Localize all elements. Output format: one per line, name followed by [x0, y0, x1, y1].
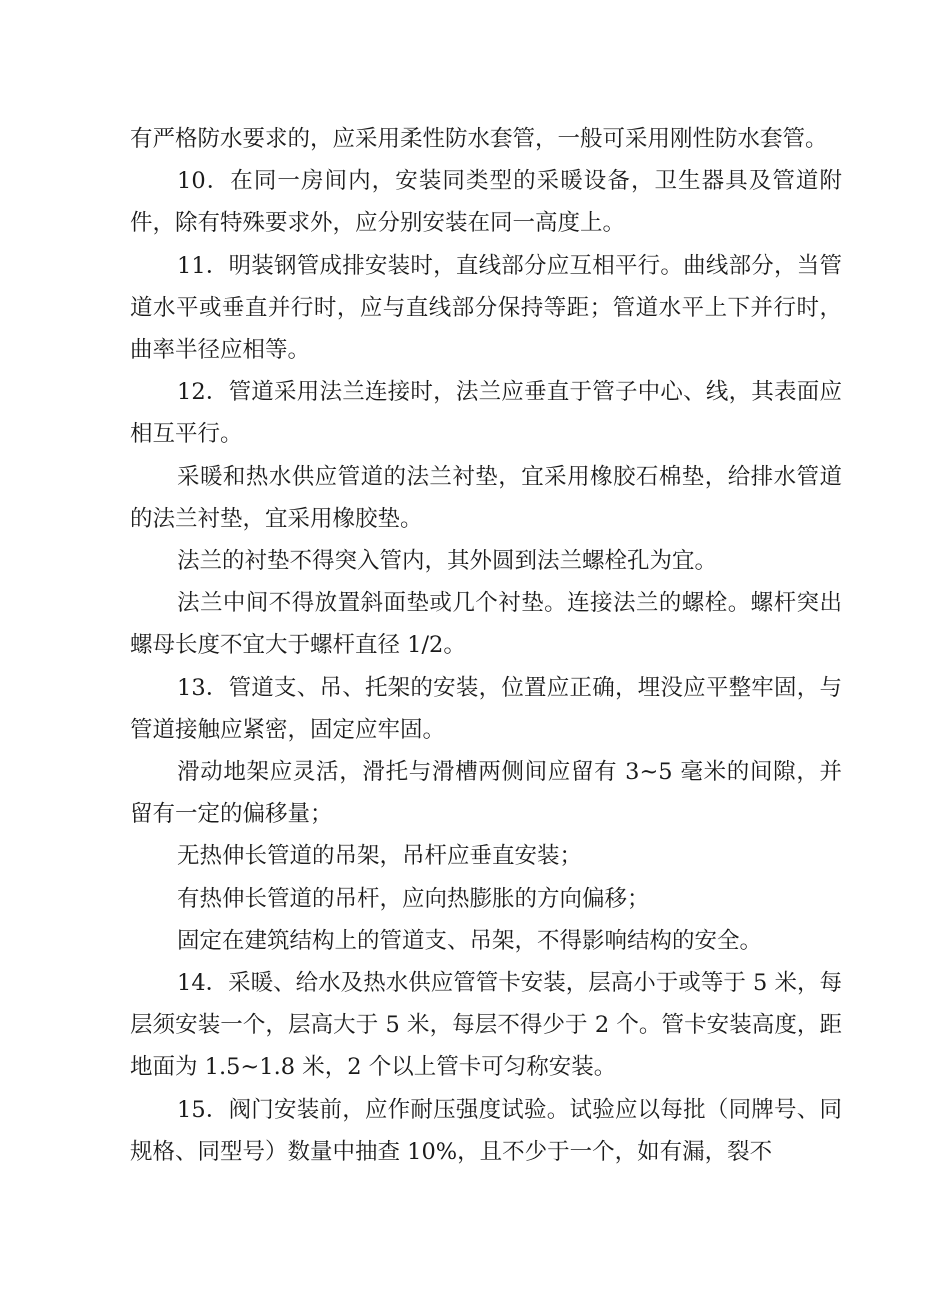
paragraph-hanger-offset: 有热伸长管道的吊杆，应向热膨胀的方向偏移；	[177, 885, 650, 912]
paragraph-structure-safety: 固定在建筑结构上的管道支、吊架，不得影响结构的安全。	[177, 927, 763, 954]
paragraph-flange-bolts: 法兰中间不得放置斜面垫或几个衬垫。连接法兰的螺栓。螺杆突出螺母长度不宜大于螺杆直径 1/2。	[130, 590, 842, 659]
paragraph-item-11: 11．明装钢管成排安装时，直线部分应互相平行。曲线部分，当管道水平或垂直并行时，应与直线部分保持等距；管道水平上下并行时，曲率半径应相等。	[130, 252, 842, 364]
paragraph-item-10: 10．在同一房间内，安装同类型的采暖设备，卫生器具及管道附件，除有特殊要求外，应分别安装在同一高度上。	[130, 168, 842, 237]
paragraph-item-14: 14．采暖、给水及热水供应管管卡安装，层高小于或等于 5 米，每层须安装一个，层高大于 5 米，每层不得少于 2 个。管卡安装高度，距地面为 1.5~1.8 米，2 个以上管卡可匀称安装。	[130, 970, 842, 1081]
paragraph-item-15: 15．阀门安装前，应作耐压强度试验。试验应以每批（同牌号、同规格、同型号）数量中抽查 10%，且不少于一个，如有漏，裂不	[130, 1096, 842, 1165]
paragraph-item-13: 13．管道支、吊、托架的安装，位置应正确，埋没应平整牢固，与管道接触应紧密，固定应牢固。	[130, 674, 842, 743]
paragraph-gasket-placement: 法兰的衬垫不得突入管内，其外圆到法兰螺栓孔为宜。	[177, 548, 718, 575]
paragraph-continuation: 有严格防水要求的，应采用柔性防水套管，一般可采用刚性防水套管。	[130, 126, 828, 152]
paragraph-sliding-support: 滑动地架应灵活，滑托与滑槽两侧间应留有 3~5 毫米的间隙，并留有一定的偏移量；	[130, 759, 842, 828]
document-body	[130, 118, 842, 1173]
paragraph-flange-gasket: 采暖和热水供应管道的法兰衬垫，宜采用橡胶石棉垫，给排水管道的法兰衬垫，宜采用橡胶垫。	[130, 463, 842, 532]
paragraph-item-12: 12．管道采用法兰连接时，法兰应垂直于管子中心、线，其表面应相互平行。	[130, 379, 842, 448]
paragraph-hanger-vertical: 无热伸长管道的吊架，吊杆应垂直安装；	[177, 843, 583, 870]
